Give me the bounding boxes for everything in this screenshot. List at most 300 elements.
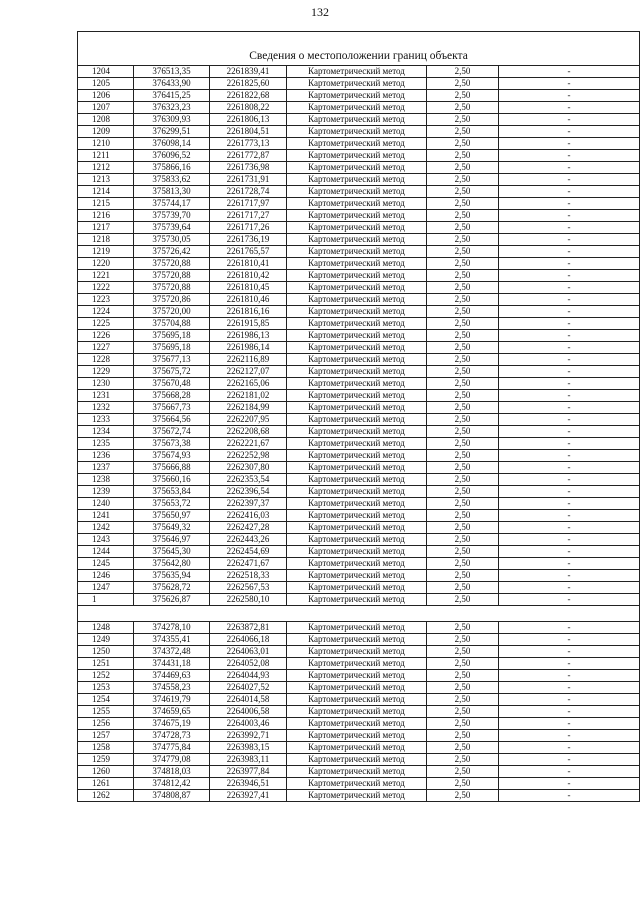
y-coordinate: 2262221,67 — [210, 438, 287, 450]
table-row — [78, 790, 640, 802]
point-number: 1214 — [78, 186, 134, 198]
point-number: 1232 — [78, 402, 134, 414]
x-coordinate: 374775,84 — [134, 742, 210, 754]
y-coordinate: 2262518,33 — [210, 570, 287, 582]
description-dash: - — [499, 438, 640, 450]
accuracy-value: 2,50 — [427, 790, 499, 802]
x-coordinate: 375668,28 — [134, 390, 210, 402]
description-dash: - — [499, 754, 640, 766]
point-number: 1224 — [78, 306, 134, 318]
x-coordinate: 375720,00 — [134, 306, 210, 318]
y-coordinate: 2263983,15 — [210, 742, 287, 754]
point-number: 1234 — [78, 426, 134, 438]
description-dash: - — [499, 246, 640, 258]
point-number: 1208 — [78, 114, 134, 126]
accuracy-value: 2,50 — [427, 570, 499, 582]
accuracy-value: 2,50 — [427, 582, 499, 594]
x-coordinate: 375660,16 — [134, 474, 210, 486]
y-coordinate: 2261806,13 — [210, 114, 287, 126]
table-row — [78, 646, 640, 658]
y-coordinate: 2263992,71 — [210, 730, 287, 742]
description-dash: - — [499, 294, 640, 306]
description-dash: - — [499, 558, 640, 570]
determination-method: Картометрический метод — [287, 174, 427, 186]
accuracy-value: 2,50 — [427, 510, 499, 522]
description-dash: - — [499, 174, 640, 186]
table-row — [78, 622, 640, 634]
description-dash: - — [499, 78, 640, 90]
x-coordinate: 375670,48 — [134, 378, 210, 390]
determination-method: Картометрический метод — [287, 102, 427, 114]
accuracy-value: 2,50 — [427, 90, 499, 102]
y-coordinate: 2261808,22 — [210, 102, 287, 114]
x-coordinate: 375720,86 — [134, 294, 210, 306]
determination-method: Картометрический метод — [287, 718, 427, 730]
description-dash: - — [499, 258, 640, 270]
point-number: 1235 — [78, 438, 134, 450]
table-row — [78, 718, 640, 730]
point-number: 1252 — [78, 670, 134, 682]
table-row — [78, 330, 640, 342]
accuracy-value: 2,50 — [427, 342, 499, 354]
determination-method: Картометрический метод — [287, 462, 427, 474]
boundary-coordinates-table — [77, 31, 640, 802]
point-number: 1216 — [78, 210, 134, 222]
determination-method: Картометрический метод — [287, 742, 427, 754]
accuracy-value: 2,50 — [427, 402, 499, 414]
point-number: 1253 — [78, 682, 134, 694]
determination-method: Картометрический метод — [287, 210, 427, 222]
table-row — [78, 438, 640, 450]
point-number: 1212 — [78, 162, 134, 174]
table-row — [78, 486, 640, 498]
accuracy-value: 2,50 — [427, 66, 499, 78]
point-number: 1223 — [78, 294, 134, 306]
table-title-row — [78, 32, 640, 66]
description-dash: - — [499, 474, 640, 486]
accuracy-value: 2,50 — [427, 222, 499, 234]
y-coordinate: 2262567,53 — [210, 582, 287, 594]
determination-method: Картометрический метод — [287, 694, 427, 706]
table-row — [78, 342, 640, 354]
table-row — [78, 258, 640, 270]
point-number: 1242 — [78, 522, 134, 534]
point-number: 1236 — [78, 450, 134, 462]
determination-method: Картометрический метод — [287, 634, 427, 646]
x-coordinate: 375673,38 — [134, 438, 210, 450]
description-dash: - — [499, 534, 640, 546]
y-coordinate: 2261717,26 — [210, 222, 287, 234]
point-number: 1237 — [78, 462, 134, 474]
determination-method: Картометрический метод — [287, 138, 427, 150]
table-row — [78, 246, 640, 258]
description-dash: - — [499, 658, 640, 670]
x-coordinate: 375726,42 — [134, 246, 210, 258]
accuracy-value: 2,50 — [427, 778, 499, 790]
y-coordinate: 2263872,81 — [210, 622, 287, 634]
accuracy-value: 2,50 — [427, 718, 499, 730]
x-coordinate: 375675,72 — [134, 366, 210, 378]
x-coordinate: 375626,87 — [134, 594, 210, 606]
table-row — [78, 402, 640, 414]
point-number: 1241 — [78, 510, 134, 522]
table-row — [78, 582, 640, 594]
determination-method: Картометрический метод — [287, 438, 427, 450]
determination-method: Картометрический метод — [287, 390, 427, 402]
determination-method: Картометрический метод — [287, 474, 427, 486]
x-coordinate: 375720,88 — [134, 258, 210, 270]
determination-method: Картометрический метод — [287, 246, 427, 258]
determination-method: Картометрический метод — [287, 234, 427, 246]
table-row — [78, 306, 640, 318]
y-coordinate: 2263983,11 — [210, 754, 287, 766]
determination-method: Картометрический метод — [287, 622, 427, 634]
determination-method: Картометрический метод — [287, 318, 427, 330]
x-coordinate: 376096,52 — [134, 150, 210, 162]
description-dash: - — [499, 426, 640, 438]
point-number: 1233 — [78, 414, 134, 426]
y-coordinate: 2262208,68 — [210, 426, 287, 438]
description-dash: - — [499, 138, 640, 150]
y-coordinate: 2262127,07 — [210, 366, 287, 378]
table-title: Сведения о местоположении границ объекта — [78, 32, 640, 66]
point-number: 1243 — [78, 534, 134, 546]
point-number: 1257 — [78, 730, 134, 742]
accuracy-value: 2,50 — [427, 622, 499, 634]
determination-method: Картометрический метод — [287, 594, 427, 606]
x-coordinate: 374808,87 — [134, 790, 210, 802]
accuracy-value: 2,50 — [427, 534, 499, 546]
description-dash: - — [499, 510, 640, 522]
determination-method: Картометрический метод — [287, 682, 427, 694]
point-number: 1204 — [78, 66, 134, 78]
x-coordinate: 374372,48 — [134, 646, 210, 658]
table-row — [78, 318, 640, 330]
determination-method: Картометрический метод — [287, 546, 427, 558]
description-dash: - — [499, 766, 640, 778]
y-coordinate: 2261717,97 — [210, 198, 287, 210]
accuracy-value: 2,50 — [427, 210, 499, 222]
determination-method: Картометрический метод — [287, 150, 427, 162]
determination-method: Картометрический метод — [287, 534, 427, 546]
separator-cell — [78, 606, 640, 622]
point-number: 1225 — [78, 318, 134, 330]
description-dash: - — [499, 682, 640, 694]
accuracy-value: 2,50 — [427, 318, 499, 330]
table-row — [78, 558, 640, 570]
table-row — [78, 210, 640, 222]
x-coordinate: 376299,51 — [134, 126, 210, 138]
y-coordinate: 2261717,27 — [210, 210, 287, 222]
point-number: 1205 — [78, 78, 134, 90]
determination-method: Картометрический метод — [287, 66, 427, 78]
y-coordinate: 2262454,69 — [210, 546, 287, 558]
description-dash: - — [499, 366, 640, 378]
y-coordinate: 2262443,26 — [210, 534, 287, 546]
point-number: 1221 — [78, 270, 134, 282]
accuracy-value: 2,50 — [427, 522, 499, 534]
accuracy-value: 2,50 — [427, 282, 499, 294]
table-row — [78, 282, 640, 294]
determination-method: Картометрический метод — [287, 766, 427, 778]
x-coordinate: 376098,14 — [134, 138, 210, 150]
table-row — [78, 766, 640, 778]
description-dash: - — [499, 462, 640, 474]
x-coordinate: 374278,10 — [134, 622, 210, 634]
point-number: 1209 — [78, 126, 134, 138]
table-row — [78, 150, 640, 162]
point-number: 1228 — [78, 354, 134, 366]
y-coordinate: 2262427,28 — [210, 522, 287, 534]
table-row — [78, 390, 640, 402]
determination-method: Картометрический метод — [287, 78, 427, 90]
x-coordinate: 374469,63 — [134, 670, 210, 682]
x-coordinate: 375695,18 — [134, 330, 210, 342]
x-coordinate: 375664,56 — [134, 414, 210, 426]
accuracy-value: 2,50 — [427, 730, 499, 742]
table-row — [78, 186, 640, 198]
accuracy-value: 2,50 — [427, 294, 499, 306]
accuracy-value: 2,50 — [427, 766, 499, 778]
x-coordinate: 375744,17 — [134, 198, 210, 210]
x-coordinate: 375866,16 — [134, 162, 210, 174]
x-coordinate: 374812,42 — [134, 778, 210, 790]
table-row — [78, 754, 640, 766]
y-coordinate: 2261810,42 — [210, 270, 287, 282]
determination-method: Картометрический метод — [287, 570, 427, 582]
accuracy-value: 2,50 — [427, 270, 499, 282]
accuracy-value: 2,50 — [427, 126, 499, 138]
y-coordinate: 2261986,13 — [210, 330, 287, 342]
accuracy-value: 2,50 — [427, 462, 499, 474]
y-coordinate: 2261822,68 — [210, 90, 287, 102]
point-number: 1238 — [78, 474, 134, 486]
x-coordinate: 375704,88 — [134, 318, 210, 330]
x-coordinate: 376309,93 — [134, 114, 210, 126]
table-row — [78, 90, 640, 102]
x-coordinate: 375672,74 — [134, 426, 210, 438]
table-row — [78, 534, 640, 546]
y-coordinate: 2262396,54 — [210, 486, 287, 498]
determination-method: Картометрический метод — [287, 378, 427, 390]
point-number: 1218 — [78, 234, 134, 246]
y-coordinate: 2261825,60 — [210, 78, 287, 90]
x-coordinate: 376415,25 — [134, 90, 210, 102]
table-row — [78, 522, 640, 534]
x-coordinate: 375645,30 — [134, 546, 210, 558]
accuracy-value: 2,50 — [427, 594, 499, 606]
description-dash: - — [499, 378, 640, 390]
x-coordinate: 375674,93 — [134, 450, 210, 462]
y-coordinate: 2262252,98 — [210, 450, 287, 462]
point-number: 1213 — [78, 174, 134, 186]
point-number: 1 — [78, 594, 134, 606]
determination-method: Картометрический метод — [287, 258, 427, 270]
point-number: 1207 — [78, 102, 134, 114]
point-number: 1227 — [78, 342, 134, 354]
accuracy-value: 2,50 — [427, 682, 499, 694]
description-dash: - — [499, 150, 640, 162]
table-row — [78, 162, 640, 174]
accuracy-value: 2,50 — [427, 438, 499, 450]
x-coordinate: 374355,41 — [134, 634, 210, 646]
y-coordinate: 2261731,91 — [210, 174, 287, 186]
determination-method: Картометрический метод — [287, 270, 427, 282]
y-coordinate: 2261736,98 — [210, 162, 287, 174]
y-coordinate: 2261816,16 — [210, 306, 287, 318]
y-coordinate: 2262397,37 — [210, 498, 287, 510]
description-dash: - — [499, 162, 640, 174]
table-row — [78, 462, 640, 474]
point-number: 1220 — [78, 258, 134, 270]
y-coordinate: 2261736,19 — [210, 234, 287, 246]
determination-method: Картометрический метод — [287, 778, 427, 790]
accuracy-value: 2,50 — [427, 634, 499, 646]
determination-method: Картометрический метод — [287, 114, 427, 126]
accuracy-value: 2,50 — [427, 366, 499, 378]
accuracy-value: 2,50 — [427, 742, 499, 754]
determination-method: Картометрический метод — [287, 126, 427, 138]
accuracy-value: 2,50 — [427, 330, 499, 342]
point-number: 1248 — [78, 622, 134, 634]
accuracy-value: 2,50 — [427, 306, 499, 318]
table-row — [78, 778, 640, 790]
x-coordinate: 375833,62 — [134, 174, 210, 186]
y-coordinate: 2264052,08 — [210, 658, 287, 670]
x-coordinate: 374675,19 — [134, 718, 210, 730]
y-coordinate: 2261810,45 — [210, 282, 287, 294]
x-coordinate: 374558,23 — [134, 682, 210, 694]
determination-method: Картометрический метод — [287, 354, 427, 366]
y-coordinate: 2264014,58 — [210, 694, 287, 706]
point-number: 1217 — [78, 222, 134, 234]
description-dash: - — [499, 186, 640, 198]
accuracy-value: 2,50 — [427, 754, 499, 766]
description-dash: - — [499, 730, 640, 742]
determination-method: Картометрический метод — [287, 486, 427, 498]
point-number: 1262 — [78, 790, 134, 802]
point-number: 1219 — [78, 246, 134, 258]
accuracy-value: 2,50 — [427, 246, 499, 258]
determination-method: Картометрический метод — [287, 90, 427, 102]
description-dash: - — [499, 634, 640, 646]
accuracy-value: 2,50 — [427, 114, 499, 126]
table-row — [78, 510, 640, 522]
table-row — [78, 198, 640, 210]
accuracy-value: 2,50 — [427, 706, 499, 718]
description-dash: - — [499, 306, 640, 318]
x-coordinate: 375695,18 — [134, 342, 210, 354]
determination-method: Картометрический метод — [287, 342, 427, 354]
determination-method: Картометрический метод — [287, 522, 427, 534]
description-dash: - — [499, 90, 640, 102]
description-dash: - — [499, 670, 640, 682]
point-number: 1249 — [78, 634, 134, 646]
accuracy-value: 2,50 — [427, 670, 499, 682]
point-number: 1244 — [78, 546, 134, 558]
point-number: 1240 — [78, 498, 134, 510]
x-coordinate: 374779,08 — [134, 754, 210, 766]
y-coordinate: 2263946,51 — [210, 778, 287, 790]
accuracy-value: 2,50 — [427, 646, 499, 658]
accuracy-value: 2,50 — [427, 390, 499, 402]
determination-method: Картометрический метод — [287, 402, 427, 414]
determination-method: Картометрический метод — [287, 414, 427, 426]
description-dash: - — [499, 330, 640, 342]
determination-method: Картометрический метод — [287, 330, 427, 342]
determination-method: Картометрический метод — [287, 162, 427, 174]
point-number: 1260 — [78, 766, 134, 778]
table-row — [78, 546, 640, 558]
table-row — [78, 474, 640, 486]
description-dash: - — [499, 582, 640, 594]
description-dash: - — [499, 522, 640, 534]
description-dash: - — [499, 570, 640, 582]
determination-method: Картометрический метод — [287, 282, 427, 294]
determination-method: Картометрический метод — [287, 706, 427, 718]
table-row — [78, 498, 640, 510]
x-coordinate: 376433,90 — [134, 78, 210, 90]
point-number: 1206 — [78, 90, 134, 102]
table-row — [78, 78, 640, 90]
determination-method: Картометрический метод — [287, 558, 427, 570]
y-coordinate: 2264027,52 — [210, 682, 287, 694]
accuracy-value: 2,50 — [427, 450, 499, 462]
x-coordinate: 375649,32 — [134, 522, 210, 534]
accuracy-value: 2,50 — [427, 486, 499, 498]
accuracy-value: 2,50 — [427, 162, 499, 174]
determination-method: Картометрический метод — [287, 306, 427, 318]
point-number: 1246 — [78, 570, 134, 582]
y-coordinate: 2262184,99 — [210, 402, 287, 414]
accuracy-value: 2,50 — [427, 78, 499, 90]
x-coordinate: 375813,30 — [134, 186, 210, 198]
description-dash: - — [499, 114, 640, 126]
x-coordinate: 375739,70 — [134, 210, 210, 222]
description-dash: - — [499, 414, 640, 426]
determination-method: Картометрический метод — [287, 222, 427, 234]
determination-method: Картометрический метод — [287, 294, 427, 306]
point-number: 1230 — [78, 378, 134, 390]
accuracy-value: 2,50 — [427, 138, 499, 150]
description-dash: - — [499, 234, 640, 246]
table-row — [78, 414, 640, 426]
description-dash: - — [499, 706, 640, 718]
table-row — [78, 354, 640, 366]
determination-method: Картометрический метод — [287, 426, 427, 438]
y-coordinate: 2261810,41 — [210, 258, 287, 270]
description-dash: - — [499, 270, 640, 282]
y-coordinate: 2261765,57 — [210, 246, 287, 258]
y-coordinate: 2264006,58 — [210, 706, 287, 718]
table-row — [78, 114, 640, 126]
y-coordinate: 2261986,14 — [210, 342, 287, 354]
description-dash: - — [499, 546, 640, 558]
y-coordinate: 2262471,67 — [210, 558, 287, 570]
determination-method: Картометрический метод — [287, 450, 427, 462]
x-coordinate: 376513,35 — [134, 66, 210, 78]
y-coordinate: 2264066,18 — [210, 634, 287, 646]
x-coordinate: 374431,18 — [134, 658, 210, 670]
x-coordinate: 375653,84 — [134, 486, 210, 498]
table-row — [78, 102, 640, 114]
y-coordinate: 2262353,54 — [210, 474, 287, 486]
description-dash: - — [499, 790, 640, 802]
determination-method: Картометрический метод — [287, 510, 427, 522]
accuracy-value: 2,50 — [427, 354, 499, 366]
accuracy-value: 2,50 — [427, 498, 499, 510]
y-coordinate: 2264044,93 — [210, 670, 287, 682]
